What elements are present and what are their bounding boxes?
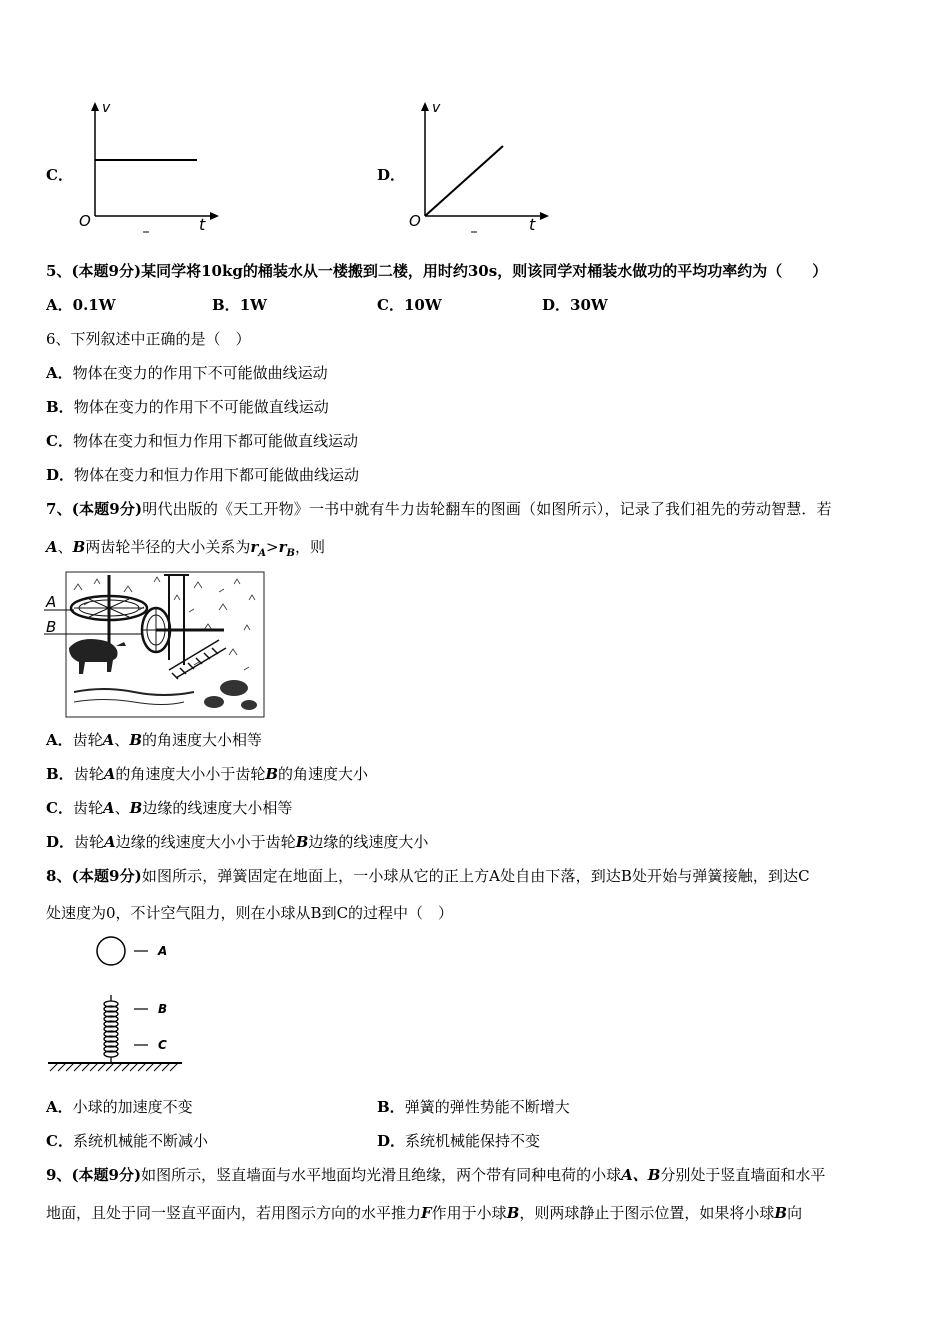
- a-level-label: A: [158, 944, 168, 958]
- q7-option-c[interactable]: C．齿轮A、B边缘的线速度大小相等: [46, 799, 293, 817]
- graph-c-label: C．: [46, 166, 73, 184]
- q7-stem-line2: A、B两齿轮半径的大小关系为$r_A>r_B$，则: [46, 538, 325, 559]
- q7-option-a[interactable]: A．齿轮A、B的角速度大小相等: [46, 731, 263, 749]
- graph-c-v-arrow: [91, 102, 99, 111]
- q6-option-b[interactable]: B．物体在变力的作用下不可能做直线运动: [46, 398, 329, 416]
- graph-d-v-arrow: [421, 102, 429, 111]
- q8-stem-line1: 8、(本题9分)如图所示，弹簧固定在地面上，一小球从它的正上方A处自由下落，到达B处开始与弹簧接触，到达C: [46, 867, 810, 885]
- graph-c-t-label: t: [199, 215, 206, 234]
- gear-waterwheel-illustration: [44, 570, 266, 720]
- q5-stem: 5、(本题9分)某同学将10kg的桶装水从一楼搬到二楼，用时约30s，则该同学对桶装水做功的平均功率约为（ ）: [46, 262, 828, 280]
- ball: [97, 937, 125, 965]
- q9-stem-line2: 地面，且处于同一竖直平面内，若用图示方向的水平推力F作用于小球B，则两球静止于图示位置，如果将小球B向: [46, 1204, 803, 1222]
- graph-c-vt: [75, 98, 225, 236]
- gear-b-label: B: [46, 618, 57, 636]
- q5-option-b[interactable]: B．1W: [212, 296, 267, 314]
- gear-a-label: A: [46, 593, 57, 611]
- graph-c-v-label: v: [102, 100, 111, 116]
- q6-option-c[interactable]: C．物体在变力和恒力作用下都可能做直线运动: [46, 432, 358, 450]
- b-level-label: B: [158, 1002, 168, 1016]
- ground-hatching: [50, 1063, 178, 1071]
- q8-option-c[interactable]: C．系统机械能不断减小: [46, 1132, 208, 1150]
- q6-option-d[interactable]: D．物体在变力和恒力作用下都可能做曲线运动: [46, 466, 360, 484]
- graph-d-v-label: v: [432, 100, 441, 116]
- q7-stem-line1: 7、(本题9分)明代出版的《天工开物》一书中就有牛力齿轮翻车的图画（如图所示），记录了我们祖先的劳动智慧．若: [46, 500, 832, 518]
- q8-option-d[interactable]: D．系统机械能保持不变: [377, 1132, 541, 1150]
- graph-d-origin-label: O: [409, 212, 421, 230]
- q5-option-c[interactable]: C．10W: [377, 296, 442, 314]
- q8-stem-line2: 处速度为0，不计空气阻力，则在小球从B到C的过程中（ ）: [46, 904, 454, 922]
- spring: [104, 995, 118, 1062]
- graph-c-origin-label: O: [79, 212, 91, 230]
- graph-d-ramp-line: [425, 146, 503, 216]
- graph-d-t-label: t: [529, 215, 536, 234]
- q8-option-a[interactable]: A．小球的加速度不变: [46, 1098, 193, 1116]
- q7-option-d[interactable]: D．齿轮A边缘的线速度大小小于齿轮B边缘的线速度大小: [46, 833, 429, 851]
- q5-option-a[interactable]: A．0.1W: [46, 296, 116, 314]
- graph-d-t-arrow: [540, 212, 549, 220]
- spring-ball-diagram: [46, 933, 186, 1073]
- q9-stem-line1: 9、(本题9分)如图所示，竖直墙面与水平地面均光滑且绝缘，两个带有同种电荷的小球A、B分别处于竖直墙面和水平: [46, 1166, 826, 1184]
- graph-d-label: D．: [377, 166, 406, 184]
- q6-option-a[interactable]: A．物体在变力的作用下不可能做曲线运动: [46, 364, 328, 382]
- q7-option-b[interactable]: B．齿轮A的角速度大小小于齿轮B的角速度大小: [46, 765, 369, 783]
- q6-stem: 6、下列叙述中正确的是（ ）: [46, 330, 251, 348]
- graph-d-vt: [405, 98, 555, 236]
- c-level-label: C: [158, 1038, 167, 1052]
- q5-option-d[interactable]: D．30W: [542, 296, 608, 314]
- q8-option-b[interactable]: B．弹簧的弹性势能不断增大: [377, 1098, 570, 1116]
- graph-c-t-arrow: [210, 212, 219, 220]
